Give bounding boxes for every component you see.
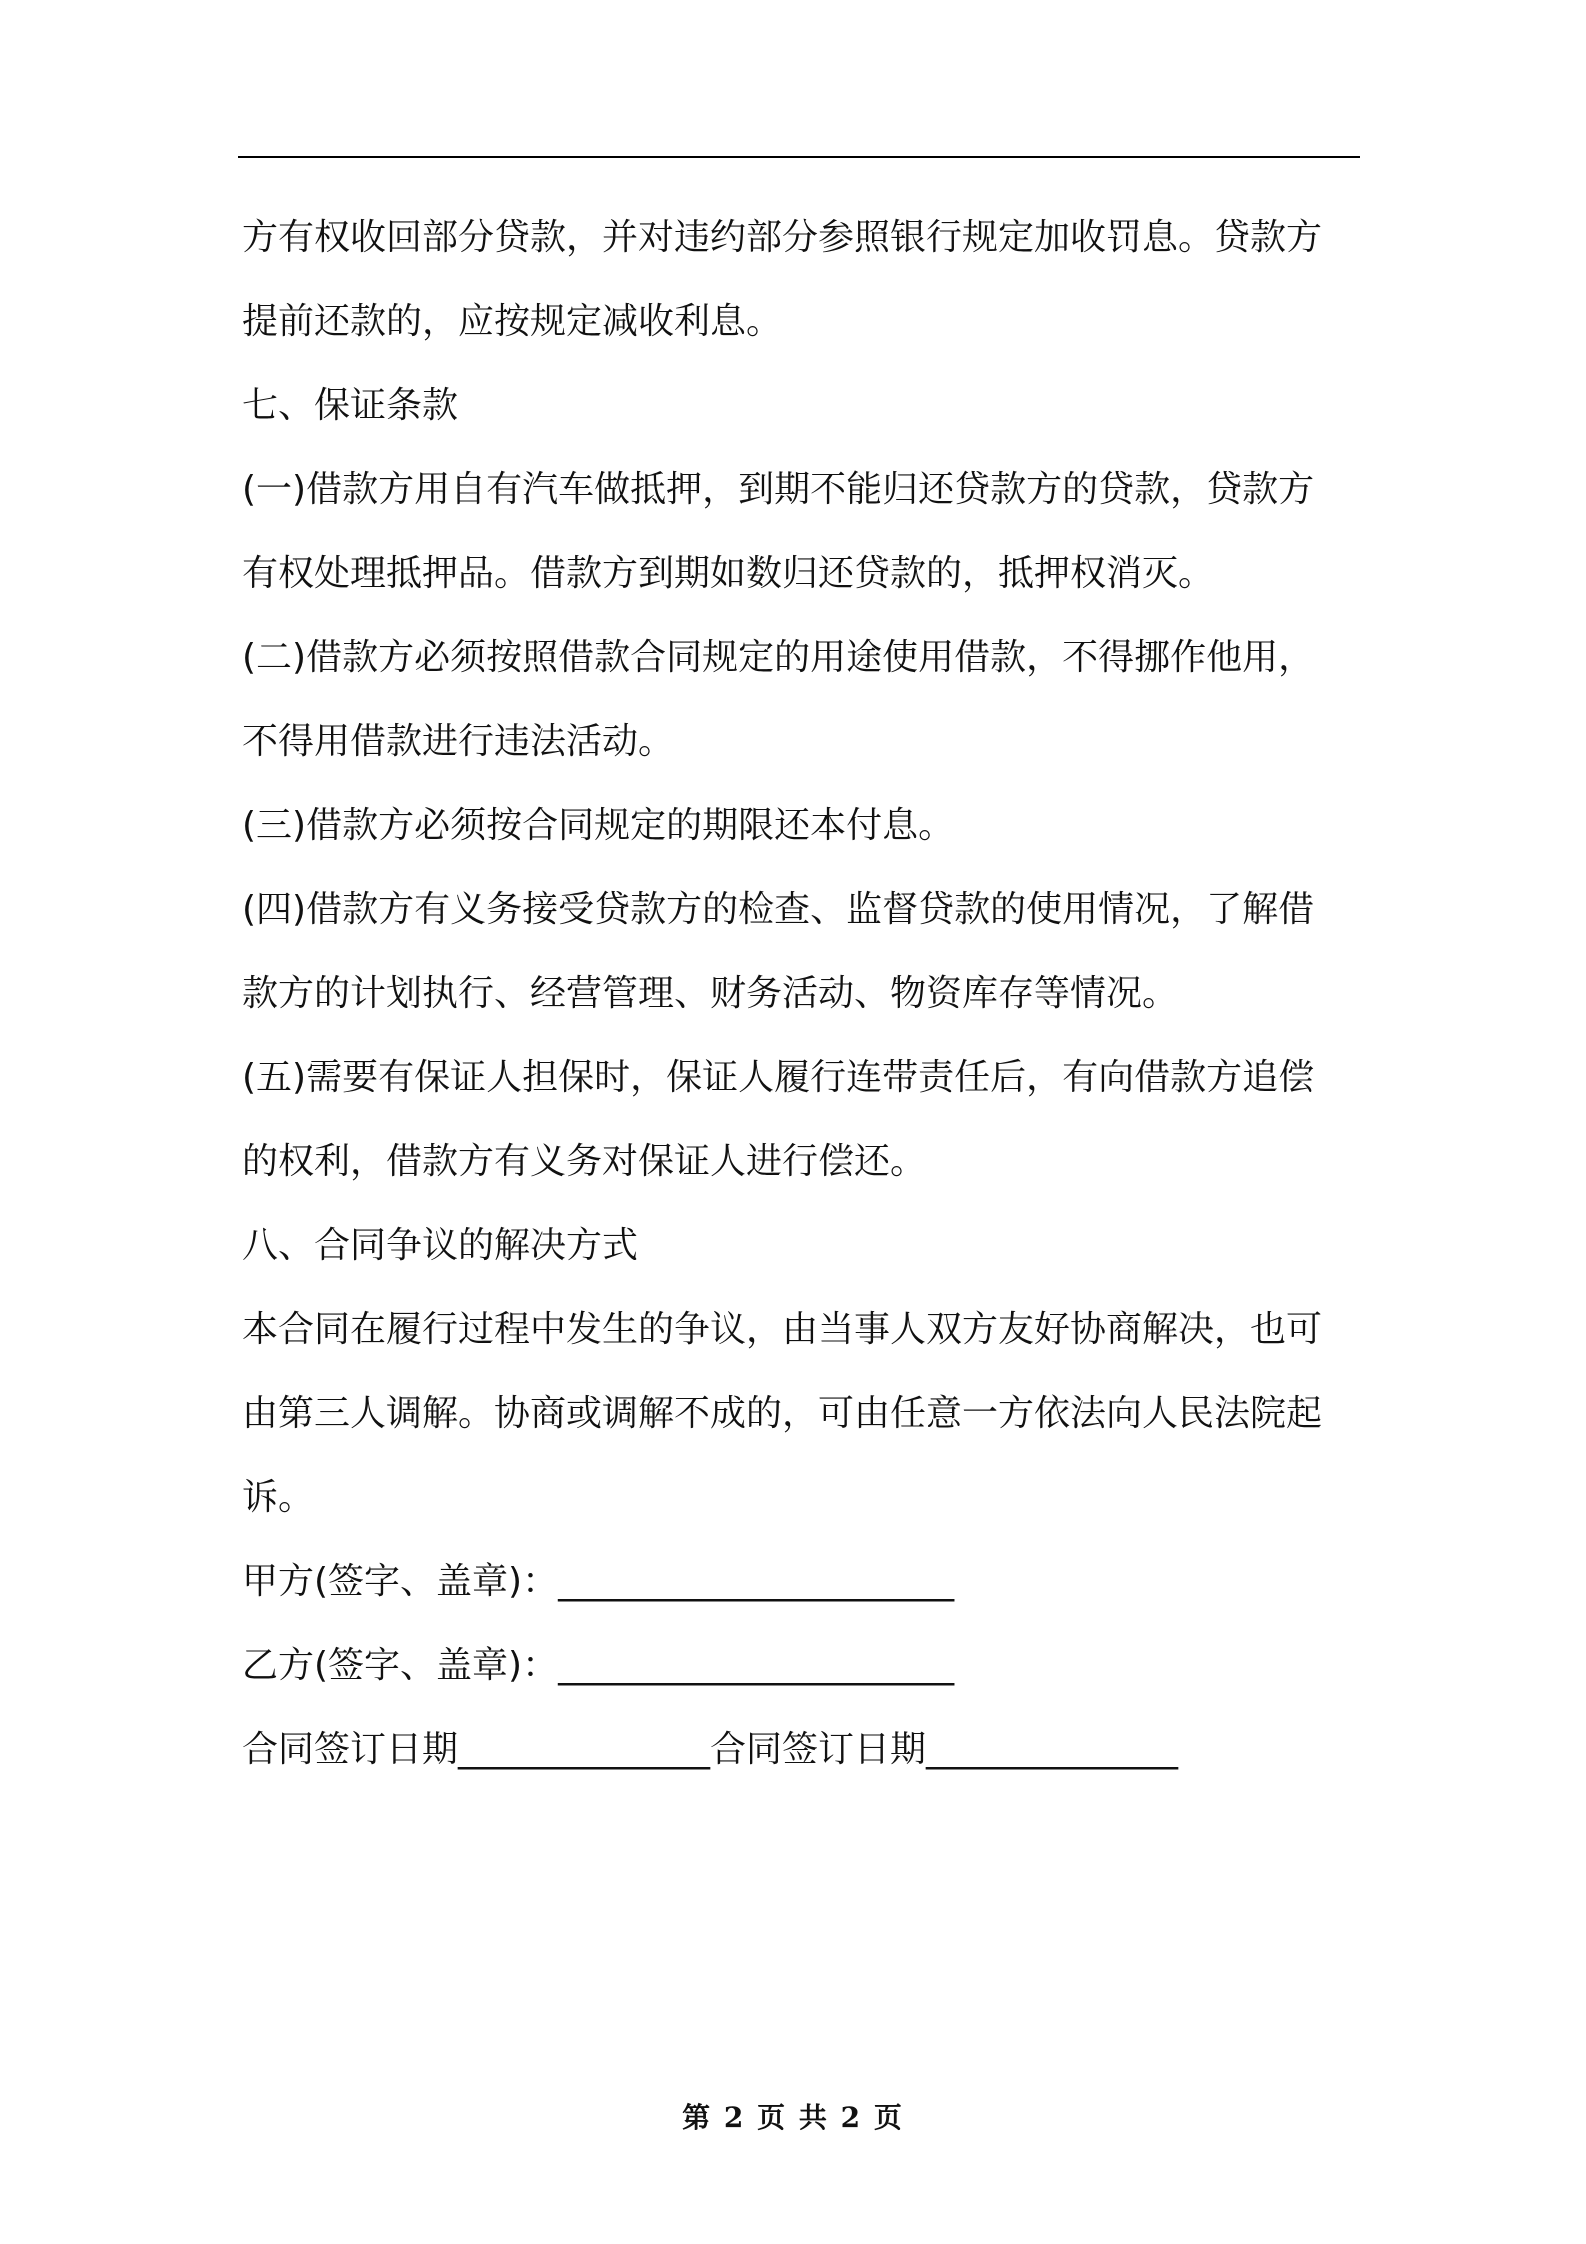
paragraph-line: (五)需要有保证人担保时，保证人履行连带责任后，有向借款方追偿 <box>242 1057 1315 1098</box>
paragraph-line: 有权处理抵押品。借款方到期如数归还贷款的，抵押权消灭。 <box>242 553 1215 594</box>
signature-line-party-b: 乙方(签字、盖章)：______________________ <box>242 1645 955 1686</box>
header-rule <box>238 156 1360 158</box>
section-heading: 八、合同争议的解决方式 <box>242 1225 639 1266</box>
document-body <box>242 196 1364 1792</box>
page-number-footer: 第 2 页 共 2 页 <box>682 2101 904 2134</box>
paragraph-line: (一)借款方用自有汽车做抵押，到期不能归还贷款方的贷款，贷款方 <box>242 469 1315 510</box>
paragraph-line: (四)借款方有义务接受贷款方的检查、监督贷款的使用情况，了解借 <box>242 889 1315 930</box>
signing-date-line: 合同签订日期______________合同签订日期______________ <box>242 1729 1179 1770</box>
paragraph-line: 不得用借款进行违法活动。 <box>242 721 675 762</box>
paragraph-line: (三)借款方必须按合同规定的期限还本付息。 <box>242 805 955 846</box>
paragraph-line: 诉。 <box>242 1477 315 1518</box>
paragraph-line: 方有权收回部分贷款，并对违约部分参照银行规定加收罚息。贷款方 <box>242 217 1323 258</box>
paragraph-line: 的权利，借款方有义务对保证人进行偿还。 <box>242 1141 927 1182</box>
paragraph-line: 由第三人调解。协商或调解不成的，可由任意一方依法向人民法院起 <box>242 1393 1323 1434</box>
paragraph-line: 款方的计划执行、经营管理、财务活动、物资库存等情况。 <box>242 973 1179 1014</box>
section-heading: 七、保证条款 <box>242 385 459 426</box>
paragraph-line: 提前还款的，应按规定减收利息。 <box>242 301 783 342</box>
paragraph-line: (二)借款方必须按照借款合同规定的用途使用借款，不得挪作他用， <box>242 637 1315 678</box>
paragraph-line: 本合同在履行过程中发生的争议，由当事人双方友好协商解决，也可 <box>242 1309 1323 1350</box>
signature-line-party-a: 甲方(签字、盖章)：______________________ <box>242 1561 955 1602</box>
